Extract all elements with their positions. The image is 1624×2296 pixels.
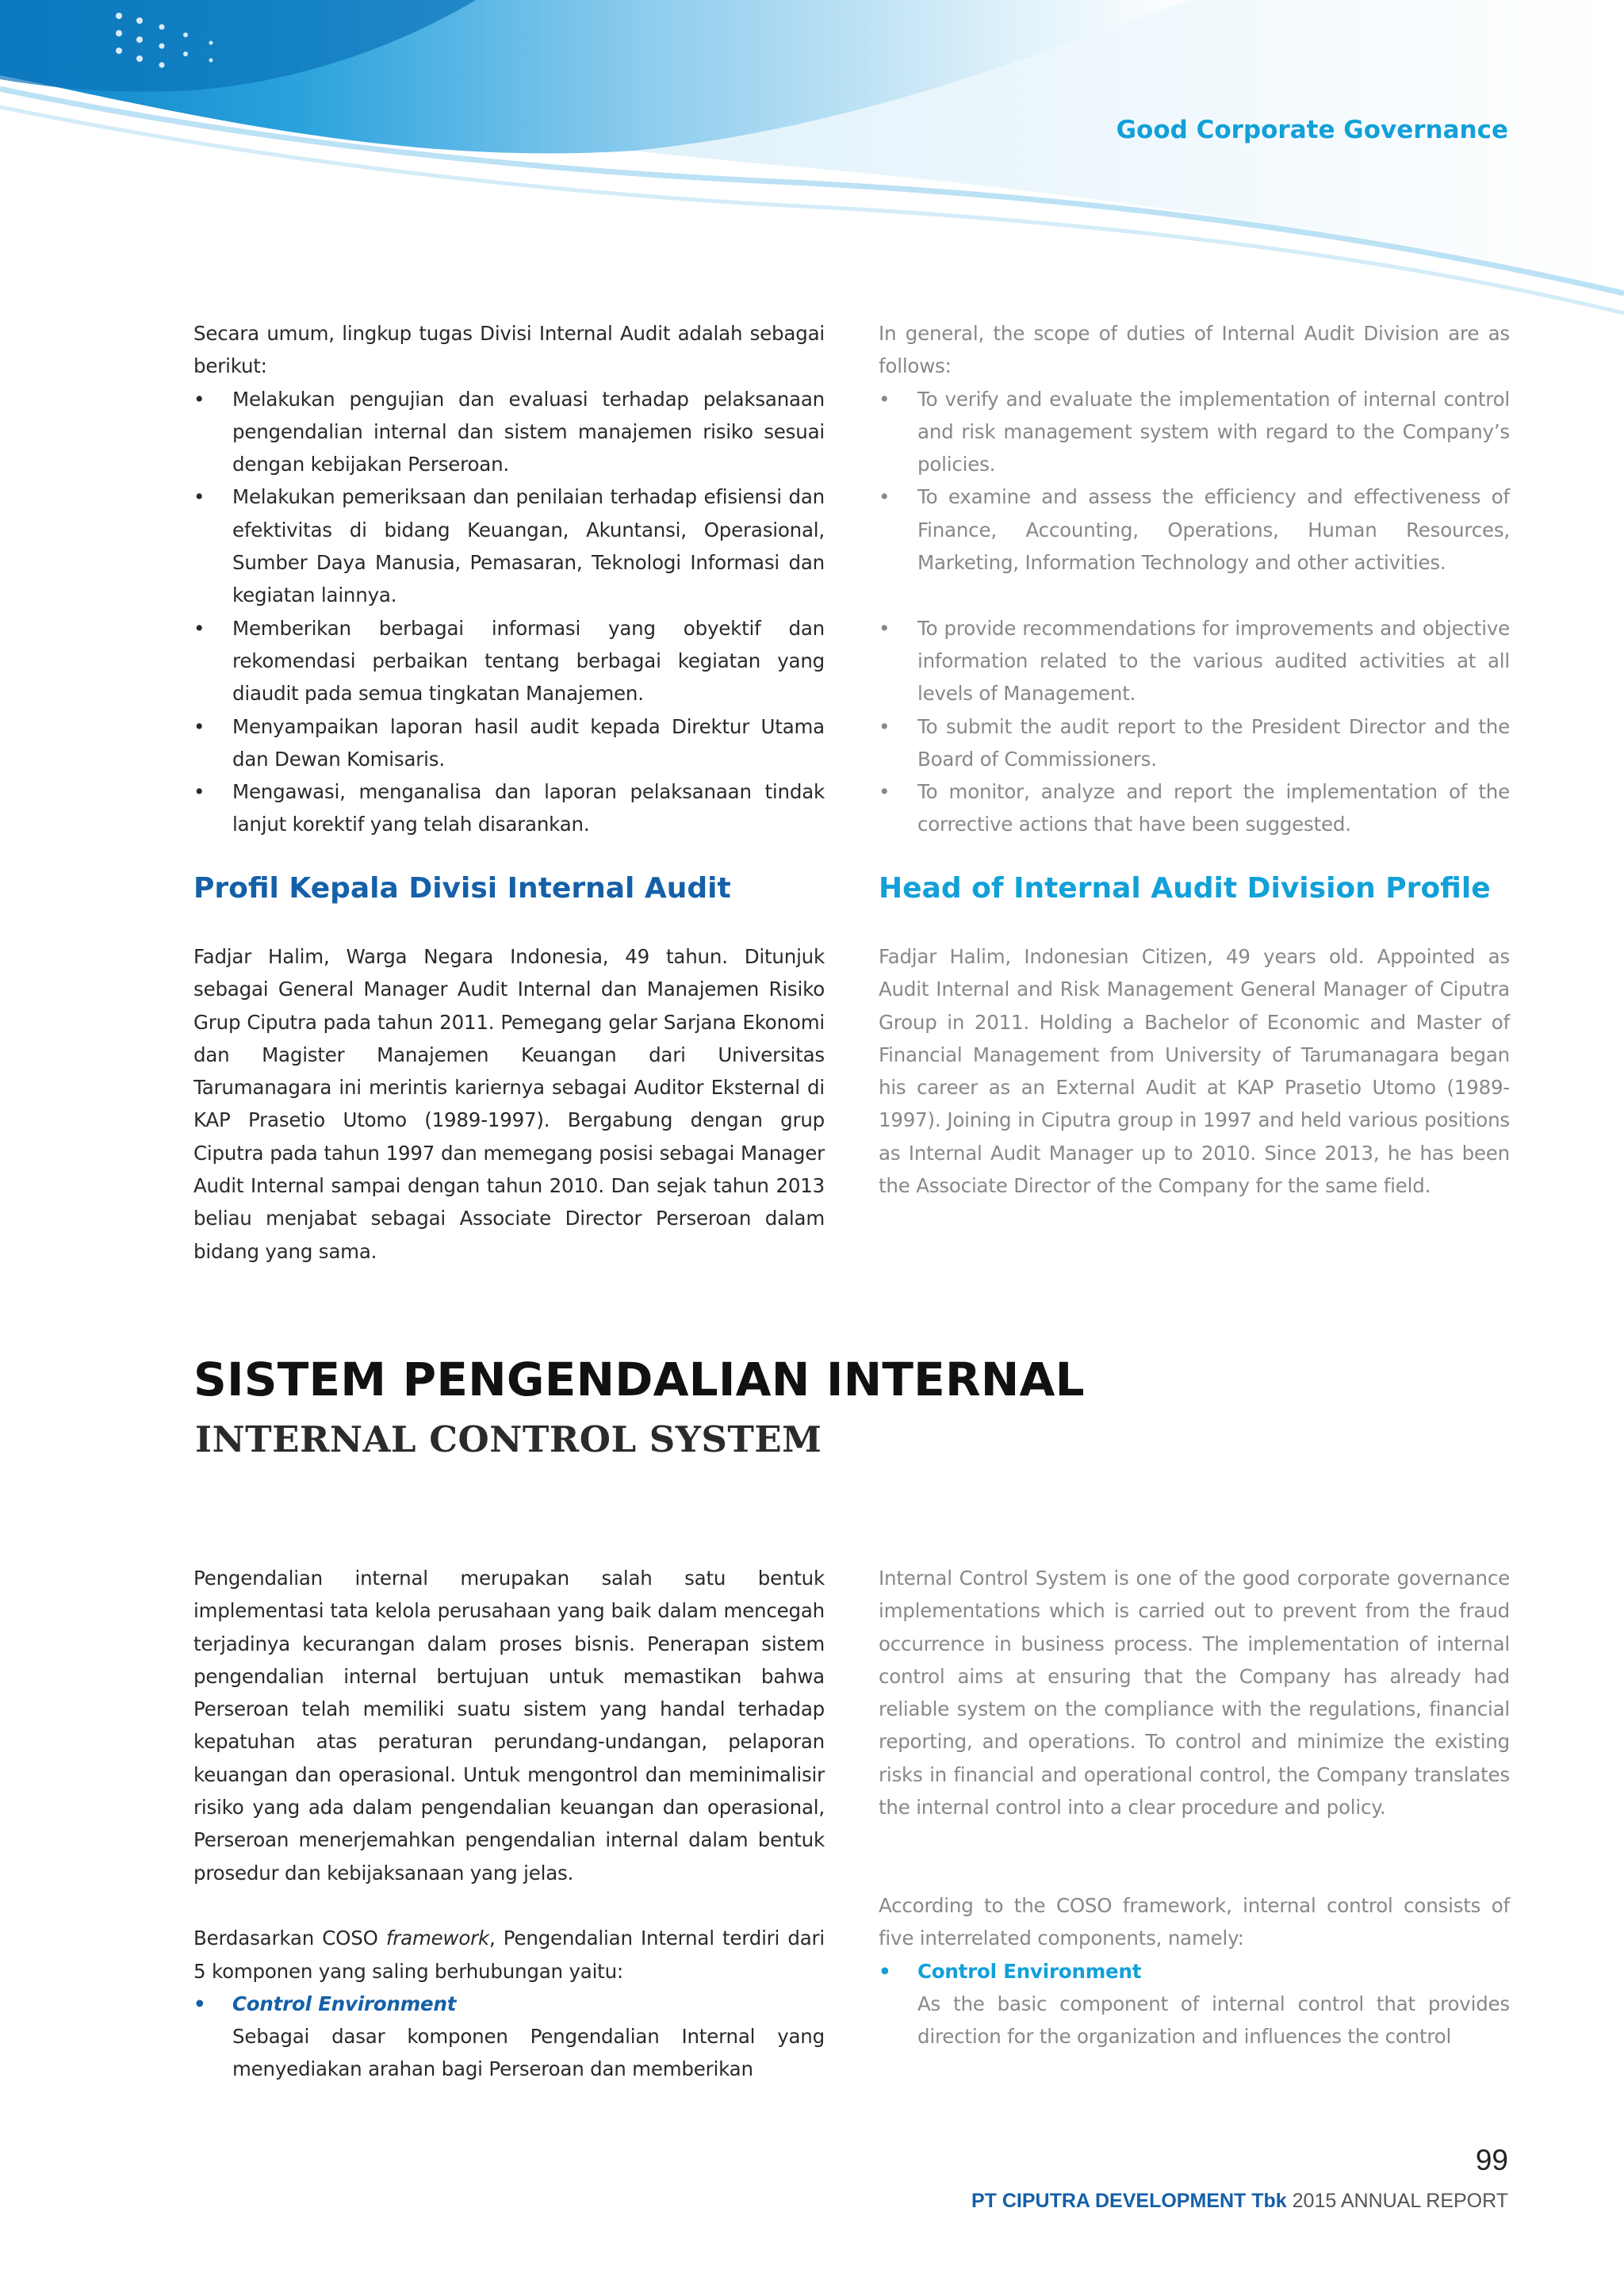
- bullet-icon: •: [193, 387, 205, 411]
- scope-en-column: [879, 317, 1510, 841]
- bullet-icon: •: [193, 485, 205, 509]
- scope-id-column: [193, 317, 825, 841]
- bullet-icon: •: [193, 616, 205, 640]
- bullet-icon: •: [879, 780, 891, 804]
- company-name: PT CIPUTRA DEVELOPMENT Tbk: [971, 2190, 1287, 2212]
- bullet-icon: •: [879, 616, 891, 640]
- list-item: • Melakukan pemeriksaan dan penilaian terhadap efisiensi dan efektivitas di bidang Keuangan, Akuntansi, Operasional, Sumber Daya Manusia, Pemasaran, Teknologi Informasi dan kegiatan lainnya.: [193, 480, 825, 611]
- component-body-en: As the basic component of internal control that provides direction for the organization and influences the control: [917, 1992, 1510, 2049]
- bullet-icon: •: [193, 1992, 206, 2015]
- list-item: • Menyampaikan laporan hasil audit kepada Direktur Utama dan Dewan Komisaris.: [193, 710, 825, 776]
- ics-en-column: [879, 1562, 1510, 2053]
- profile-en-column: [879, 940, 1510, 1202]
- component-body-id: Sebagai dasar komponen Pengendalian Internal yang menyediakan arahan bagi Perseroan dan memberikan: [232, 2025, 825, 2081]
- footer: [971, 2190, 1508, 2213]
- section-title: Good Corporate Governance: [1116, 116, 1508, 144]
- section-subheading: INTERNAL CONTROL SYSTEM: [195, 1418, 822, 1460]
- section-heading: SISTEM PENGENDALIAN INTERNAL: [193, 1353, 1085, 1406]
- ics-en-para1: Internal Control System is one of the good corporate governance implementations which is carried out to prevent from the fraud occurrence in business process. The implementation of internal control aims at ensuring that the Company has already had reliable system on the compliance with the regulations, financial reporting, and operations. To control and minimize the existing risks in financial and operational control, the Company translates the internal control into a clear procedure and policy.: [879, 1567, 1510, 1820]
- scope-en-list: [879, 383, 1510, 841]
- bullet-icon: •: [193, 780, 205, 804]
- profile-id-column: [193, 940, 825, 1268]
- list-item: • To verify and evaluate the implementation of internal control and risk management system with regard to the Company’s policies.: [879, 383, 1510, 481]
- profile-heading-en: Head of Internal Audit Division Profile: [879, 872, 1491, 905]
- bullet-icon: •: [879, 485, 891, 509]
- profile-id-body: Fadjar Halim, Warga Negara Indonesia, 49 tahun. Ditunjuk sebagai General Manager Audit Internal dan Manajemen Risiko Grup Ciputra pada tahun 2011. Pemegang gelar Sarjana Ekonomi dan Magister Manajemen Keuangan dari Universitas Tarumanagara ini merintis kariernya sebagai Auditor Eksternal di KAP Prasetio Utomo (1989-1997). Bergabung dengan grup Ciputra pada tahun 1997 dan memegang posisi sebagai Manager Audit Internal sampai dengan tahun 2010. Dan sejak tahun 2013 beliau menjabat sebagai Associate Director Perseroan dalam bidang yang sama.: [193, 945, 825, 1263]
- list-item: [879, 1955, 1510, 2053]
- list-item: • Melakukan pengujian dan evaluasi terhadap pelaksanaan pengendalian internal dan sistem manajemen risiko sesuai dengan kebijakan Perseroan.: [193, 383, 825, 481]
- component-title-en: Control Environment: [917, 1959, 1142, 1983]
- list-item: • To submit the audit report to the President Director and the Board of Commissioners.: [879, 710, 1510, 776]
- scope-id-list: [193, 383, 825, 841]
- report-name: 2015 ANNUAL REPORT: [1292, 2190, 1508, 2212]
- list-item: • To examine and assess the efficiency and effectiveness of Finance, Accounting, Operations, Human Resources, Marketing, Information Technology and other activities.: [879, 480, 1510, 579]
- ics-en-list: [879, 1955, 1510, 2053]
- profile-en-body: Fadjar Halim, Indonesian Citizen, 49 years old. Appointed as Audit Internal and Risk Management General Manager of Ciputra Group in 2011. Holding a Bachelor of Economic and Master of Financial Management from University of Tarumanagara began his career as an External Audit at KAP Prasetio Utomo (1989-1997). Joining in Ciputra group in 1997 and held various positions as Internal Audit Manager up to 2010. Since 2013, he has been the Associate Director of the Company for the same field.: [879, 945, 1510, 1198]
- list-item: • To provide recommendations for improvements and objective information related to the various audited activities at all levels of Management.: [879, 612, 1510, 710]
- bullet-icon: •: [879, 1959, 891, 1983]
- bullet-icon: •: [879, 387, 891, 411]
- bullet-icon: •: [193, 714, 205, 738]
- list-item: • Mengawasi, menganalisa dan laporan pelaksanaan tindak lanjut korektif yang telah disarankan.: [193, 775, 825, 841]
- ics-en-para2: According to the COSO framework, internal control consists of five interrelated components, namely:: [879, 1893, 1510, 1950]
- list-item: [193, 1988, 825, 2086]
- list-item: • To monitor, analyze and report the implementation of the corrective actions that have been suggested.: [879, 775, 1510, 841]
- scope-id-intro: Secara umum, lingkup tugas Divisi Internal Audit adalah sebagai berikut:: [193, 322, 825, 378]
- ics-id-para2: Berdasarkan COSO framework, Pengendalian Internal terdiri dari 5 komponen yang saling berhubungan yaitu:: [193, 1927, 825, 1983]
- profile-heading-id: Profil Kepala Divisi Internal Audit: [193, 872, 731, 905]
- ics-id-list: [193, 1988, 825, 2086]
- scope-en-intro: In general, the scope of duties of Internal Audit Division are as follows:: [879, 322, 1510, 378]
- header-swoosh-graphic: [0, 0, 1624, 317]
- page-number: 99: [1475, 2144, 1508, 2176]
- ics-id-column: [193, 1562, 825, 2086]
- ics-id-para1: Pengendalian internal merupakan salah satu bentuk implementasi tata kelola perusahaan yang baik dalam mencegah terjadinya kecurangan dalam proses bisnis. Penerapan sistem pengendalian internal bertujuan untuk memastikan bahwa Perseroan telah memiliki suatu sistem yang handal terhadap kepatuhan atas peraturan perundang-undangan, pelaporan keuangan dan operasional. Untuk mengontrol dan meminimalisir risiko yang ada dalam pengendalian keuangan dan operasional, Perseroan menerjemahkan pengendalian internal dalam bentuk prosedur dan kebijaksanaan yang jelas.: [193, 1567, 825, 1885]
- bullet-icon: •: [879, 714, 891, 738]
- list-item: • Memberikan berbagai informasi yang obyektif dan rekomendasi perbaikan tentang berbagai kegiatan yang diaudit pada semua tingkatan Manajemen.: [193, 612, 825, 710]
- component-title-id: Control Environment: [232, 1992, 457, 2015]
